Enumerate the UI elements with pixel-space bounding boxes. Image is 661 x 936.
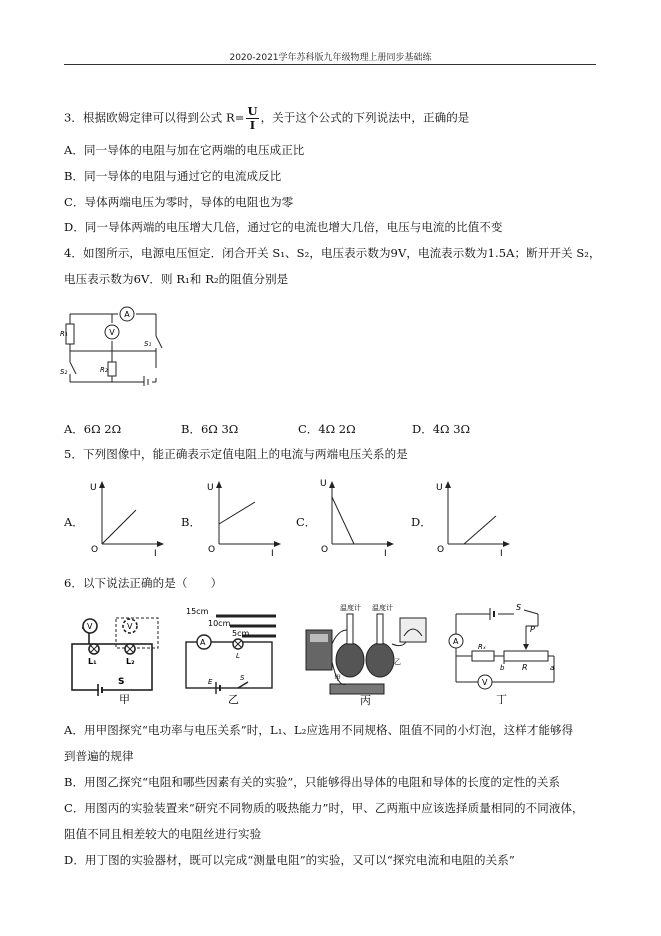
axis-i-label: I (384, 549, 387, 558)
thermometer-jia-icon (347, 614, 353, 644)
q4-option-d[interactable]: D．4Ω 3Ω (412, 422, 471, 436)
q4-circuit-diagram (60, 296, 170, 386)
q5-graph-a-letter[interactable]: A． (64, 515, 84, 529)
fig-a2-label: a (550, 664, 555, 672)
fig-s2-label: S (240, 674, 245, 682)
q3-stem-after: ，关于这个公式的下列说法中，正确的是 (260, 110, 470, 125)
y-axis-arrow (329, 481, 335, 488)
axis-u-label: U (436, 483, 443, 493)
x-axis-arrow (387, 541, 394, 547)
origin-label: O (91, 545, 99, 555)
q4-option-b[interactable]: B．6Ω 3Ω (181, 422, 239, 436)
fig-rx-label: Rₓ (478, 643, 486, 651)
q5-stem: 5．下列图像中，能正确表示定值电阻上的电流与两端电压关系的是 (64, 447, 408, 461)
q4-stem-line2: 电压表示数为6V．则 R₁和 R₂的阻值分别是 (64, 272, 289, 286)
slider-arrow-icon (523, 644, 529, 650)
formula-numerator: U (247, 104, 258, 118)
axis-u-label: U (320, 479, 327, 489)
r2-label: R₂ (100, 366, 108, 374)
page-header: 2020-2021学年苏科版九年级物理上册同步基础练 (229, 53, 432, 63)
fig-s-ding-label: S (516, 604, 522, 612)
axis-i-label: I (154, 549, 157, 558)
figure-label-bing: 丙 (360, 694, 371, 706)
x-axis-arrow (157, 541, 164, 547)
ammeter-label: A (124, 310, 130, 319)
axis-i-label: I (500, 549, 503, 558)
fig-v2-label: V (127, 622, 133, 631)
q6-figure-bing (302, 600, 430, 706)
figure-label-ding: 丁 (496, 693, 507, 704)
flask-yi-label: 乙 (394, 658, 401, 666)
axis-i-label: I (271, 549, 274, 558)
q6-option-b[interactable]: B．用图乙探究“电阻和哪些因素有关的实验”，只能够得出导体的电阻和导体的长度的定性的关系 (64, 775, 561, 789)
fig-v1-label: V (87, 622, 93, 631)
q5-graph-a[interactable] (88, 478, 168, 558)
q6-option-c-cont[interactable]: 阻值不同且相差较大的电阻丝进行实验 (64, 827, 262, 841)
q6-figure-yi (180, 604, 282, 704)
q5-graph-c[interactable] (318, 475, 398, 558)
x-axis-arrow (274, 541, 281, 547)
fig-b-label: b (500, 664, 505, 672)
s2-label: S₂ (60, 368, 68, 376)
y-axis-arrow (99, 481, 105, 488)
q3-stem-before: 3．根据欧姆定律可以得到公式 R= (64, 110, 245, 125)
q6-stem: 6．以下说法正确的是（ ） (64, 576, 223, 590)
x-axis-arrow (503, 541, 510, 547)
thermo-jia-label: 温度计 (340, 604, 361, 612)
fig-10cm-label: 10cm (208, 619, 231, 628)
rheostat-icon (330, 684, 384, 694)
origin-label: O (437, 545, 445, 555)
y-axis-arrow (445, 481, 451, 488)
q3-option-a[interactable]: A．同一导体的电阻与加在它两端的电压成正比 (64, 143, 305, 157)
thermo-yi-label: 温度计 (372, 604, 393, 612)
graph-line (332, 497, 354, 544)
fig-l2-label: L₂ (126, 657, 135, 666)
q6-figure-ding (440, 604, 560, 704)
q5-graph-d-letter[interactable]: D． (411, 515, 432, 529)
figure-label-yi: 乙 (228, 693, 239, 704)
q6-figure-jia (64, 604, 166, 704)
flask-yi-icon (366, 643, 394, 677)
header-rule (64, 64, 596, 65)
q3-option-d[interactable]: D．同一导体两端的电压增大几倍，通过它的电流也增大几倍，电压与电流的比值不变 (64, 220, 503, 234)
origin-label: O (321, 545, 329, 555)
q6-option-a-cont[interactable]: 到普遍的规律 (64, 749, 134, 763)
q6-option-a[interactable]: A．用甲图探究“电功率与电压关系”时，L₁、L₂应选用不同规格、阻值不同的小灯泡，这样才能够得 (64, 723, 574, 737)
q5-graph-b-letter[interactable]: B． (181, 515, 201, 529)
thermometer-yi-icon (377, 614, 383, 644)
q3-option-c[interactable]: C．导体两端电压为零时，导体的电阻也为零 (64, 195, 294, 209)
q4-option-c[interactable]: C．4Ω 2Ω (298, 422, 356, 436)
formula-fraction (246, 105, 258, 132)
q6-option-d[interactable]: D．用丁图的实验器材，既可以完成“测量电阻”的实验，又可以“探究电流和电阻的关系” (64, 853, 515, 867)
q4-option-a[interactable]: A．6Ω 2Ω (64, 422, 122, 436)
graph-line (219, 502, 255, 524)
flask-jia-label: 甲 (334, 674, 341, 682)
fig-r-label: R (522, 663, 528, 672)
axis-u-label: U (207, 483, 214, 493)
fig-a-ding-label: A (453, 637, 459, 646)
q6-option-c[interactable]: C．用图丙的实验装置来“研究不同物质的吸热能力”时，甲、乙两瓶中应该选择质量相同的不同液体， (64, 801, 584, 815)
q5-graph-b[interactable] (205, 478, 285, 558)
fig-5cm-label: 5cm (232, 629, 250, 638)
s1-label: S₁ (144, 340, 152, 348)
axis-u-label: U (90, 483, 97, 493)
q3-stem (64, 105, 469, 132)
fig-s-label: S (118, 677, 125, 687)
figure-label-jia: 甲 (119, 693, 130, 704)
q5-graph-c-letter[interactable]: C． (296, 515, 317, 529)
fig-15cm-label: 15cm (186, 607, 209, 616)
q4-stem-line1: 4．如图所示，电源电压恒定．闭合开关 S₁、S₂，电压表示数为9V，电流表示数为1.5A；断开开关 S₂， (64, 246, 601, 260)
formula-denominator: I (249, 118, 256, 132)
fig-e-label: E (208, 678, 213, 686)
fig-l-label: L (236, 652, 240, 660)
graph-line (102, 510, 136, 544)
q5-graph-d[interactable] (434, 478, 514, 558)
q3-option-b[interactable]: B．同一导体的电阻与通过它的电流成反比 (64, 169, 282, 183)
flask-jia-icon (336, 643, 364, 677)
fig-p-label: P (530, 625, 535, 634)
origin-label: O (208, 545, 216, 555)
voltmeter-label: V (109, 328, 115, 337)
meter-icon (400, 618, 426, 642)
fig-l1-label: L₁ (88, 657, 97, 666)
fig-a-label: A (200, 638, 206, 647)
fig-v-ding-label: V (482, 678, 488, 687)
y-axis-arrow (216, 481, 222, 488)
graph-line (464, 516, 496, 544)
r1-label: R₁ (60, 330, 68, 338)
